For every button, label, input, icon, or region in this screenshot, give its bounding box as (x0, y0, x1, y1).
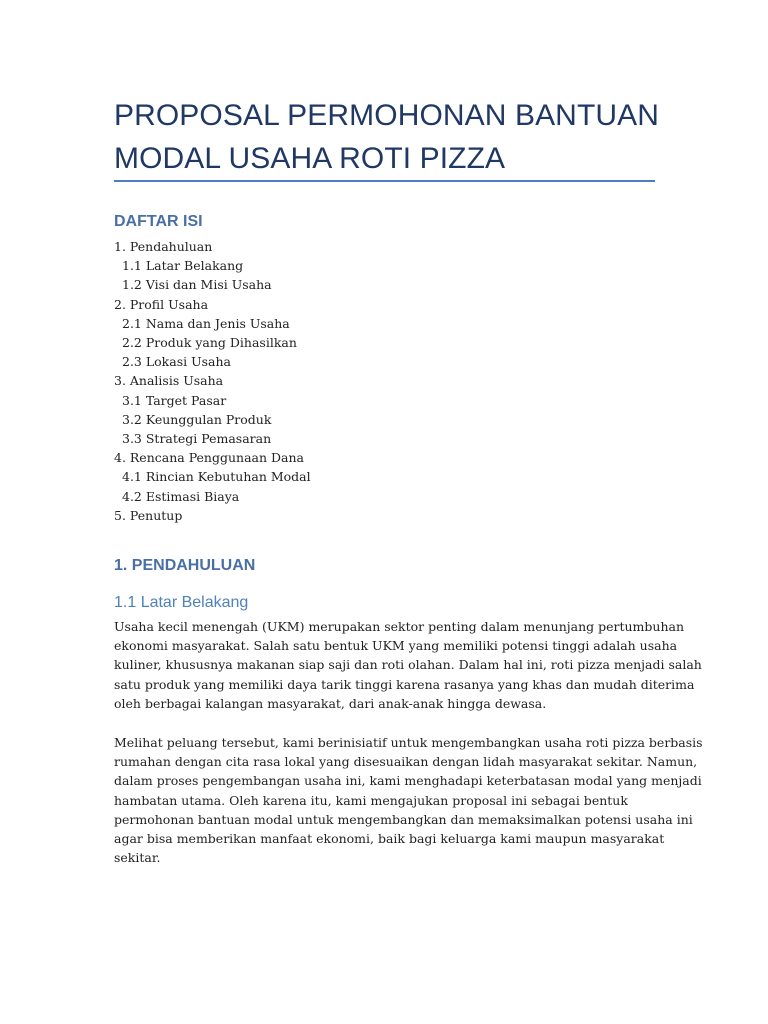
title-line-1: PROPOSAL PERMOHONAN BANTUAN (114, 99, 660, 132)
paragraph-line: satu produk yang memiliki daya tarik tinggi karena rasanya yang khas dan mudah diterima (114, 676, 695, 692)
paragraph-line: hambatan utama. Oleh karena itu, kami mengajukan proposal ini sebagai bentuk (114, 792, 628, 808)
paragraph-line: Melihat peluang tersebut, kami berinisiatif untuk mengembangkan usaha roti pizza berbasis (114, 735, 703, 750)
toc-item: 2.2 Produk yang Dihasilkan (122, 335, 297, 351)
table-of-contents (114, 237, 311, 525)
paragraph-line: ekonomi masyarakat. Salah satu bentuk UKM yang memiliki potensi tinggi adalah usaha (114, 638, 678, 654)
toc-item: 3. Analisis Usaha (114, 373, 224, 389)
toc-item: 1.1 Latar Belakang (122, 258, 244, 274)
paragraph-line: dalam proses pengembangan usaha ini, kami menghadapi keterbatasan modal yang menjadi (114, 773, 702, 789)
paragraph-line: rumahan dengan cita rasa lokal yang disesuaikan dengan lidah masyarakat sekitar. Namun, (114, 754, 698, 770)
toc-item: 2.1 Nama dan Jenis Usaha (122, 315, 290, 331)
body-paragraph-1 (114, 617, 702, 713)
toc-item: 2. Profil Usaha (114, 296, 209, 312)
document-title (114, 94, 674, 180)
toc-item: 3.3 Strategi Pemasaran (122, 431, 272, 447)
toc-item: 3.2 Keunggulan Produk (122, 411, 272, 427)
toc-item: 3.1 Target Pasar (122, 392, 227, 408)
toc-item: 4. Rencana Penggunaan Dana (114, 450, 304, 466)
toc-item: 5. Penutup (114, 507, 183, 523)
title-line-2: MODAL USAHA ROTI PIZZA (114, 142, 506, 175)
toc-item: 4.2 Estimasi Biaya (122, 488, 240, 504)
toc-item: 4.1 Rincian Kebutuhan Modal (122, 469, 311, 485)
title-underline-rule (114, 180, 655, 182)
paragraph-line: agar bisa memberikan manfaat ekonomi, baik bagi keluarga kami maupun masyarakat (114, 831, 665, 847)
section-heading-pendahuluan: 1. PENDAHULUAN (114, 557, 256, 574)
paragraph-line: sekitar. (114, 850, 161, 866)
paragraph-line: permohonan bantuan modal untuk mengembangkan dan memaksimalkan potensi usaha ini (114, 811, 693, 827)
paragraph-line: Usaha kecil menengah (UKM) merupakan sektor penting dalam menunjang pertumbuhan (114, 619, 685, 634)
paragraph-line: oleh berbagai kalangan masyarakat, dari anak-anak hingga dewasa. (114, 695, 547, 711)
subsection-heading-latar-belakang: 1.1 Latar Belakang (114, 594, 249, 611)
toc-item: 1.2 Visi dan Misi Usaha (122, 277, 272, 293)
toc-item: 1. Pendahuluan (114, 239, 213, 254)
paragraph-line: kuliner, khususnya makanan siap saji dan roti olahan. Dalam hal ini, roti pizza menjadi salah (114, 657, 702, 673)
body-paragraph-2 (114, 733, 703, 867)
toc-item: 2.3 Lokasi Usaha (122, 354, 231, 370)
toc-heading: DAFTAR ISI (114, 213, 203, 230)
